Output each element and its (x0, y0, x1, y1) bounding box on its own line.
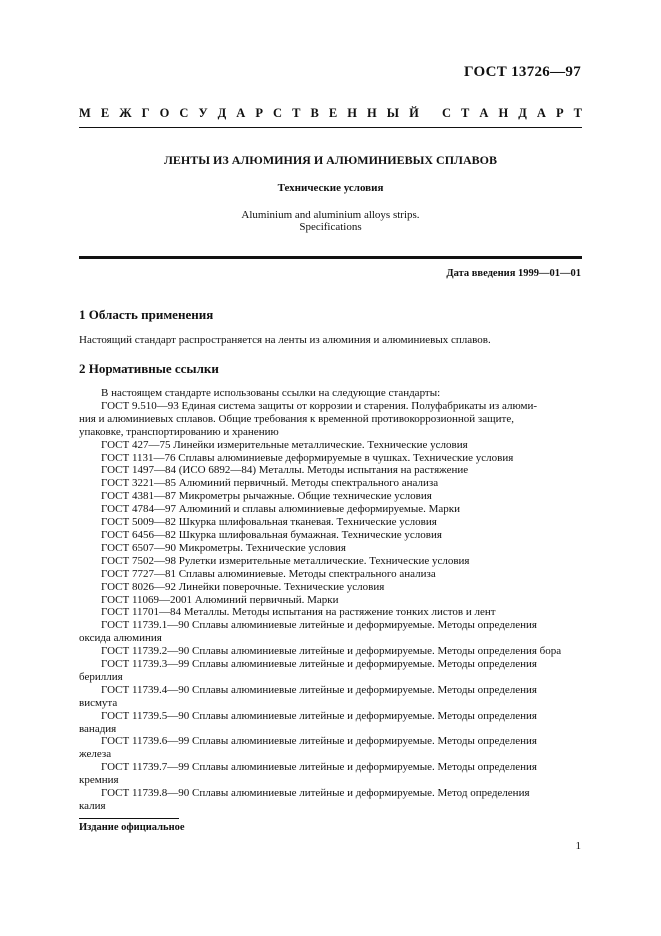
banner-letter (429, 106, 432, 121)
reference-continuation: ния и алюминиевых сплавов. Общие требования к временной противокоррозионной защите, (79, 412, 514, 425)
reference-continuation: упаковке, транспортированию и хранению (79, 425, 279, 438)
page-number: 1 (575, 840, 581, 852)
banner-letter: Ы (386, 106, 400, 120)
banner-letter: Г (141, 106, 150, 120)
banner-letter: Ж (119, 106, 132, 120)
reference-item: ГОСТ 9.510—93 Единая система защиты от коррозии и старения. Полуфабрикаты из алюми- (101, 399, 538, 412)
banner-letter: О (159, 106, 170, 120)
reference-item: ГОСТ 7502—98 Рулетки измерительные металлические. Технические условия (101, 554, 470, 567)
english-title-line: Specifications (299, 221, 362, 233)
interstate-standard-banner (79, 106, 582, 121)
banner-letter: В (310, 106, 319, 120)
english-title-line: Aluminium and aluminium alloys strips. (241, 209, 420, 221)
banner-letter: Н (366, 106, 377, 120)
reference-item: ГОСТ 11739.8—90 Сплавы алюминиевые литейные и деформируемые. Метод определения (101, 787, 530, 800)
banner-letter: Е (328, 106, 338, 120)
reference-item: ГОСТ 11739.2—90 Сплавы алюминиевые литейные и деформируемые. Методы определения бора (101, 645, 562, 658)
banner-letter: М (79, 106, 91, 120)
banner-letter: Н (498, 106, 509, 120)
reference-item: ГОСТ 1497—84 (ИСО 6892—84) Металлы. Методы испытания на растяжение (101, 464, 469, 477)
banner-letter: С (441, 106, 452, 120)
banner-letter: А (479, 106, 489, 120)
reference-item: ГОСТ 4784—97 Алюминий и сплавы алюминиевые деформируемые. Марки (101, 503, 460, 516)
reference-item: ГОСТ 11739.6—99 Сплавы алюминиевые литейные и деформируемые. Методы определения (101, 735, 537, 748)
footer-rule (79, 818, 179, 819)
reference-continuation: ванадия (79, 722, 117, 735)
banner-letter: Т (292, 106, 301, 120)
reference-item: ГОСТ 11739.4—90 Сплавы алюминиевые литейные и деформируемые. Методы определения (101, 683, 537, 696)
section-1-text: Настоящий стандарт распространяется на ленты из алюминия и алюминиевых сплавов. (79, 334, 491, 346)
reference-item: ГОСТ 8026—92 Линейки поверочные. Технические условия (101, 580, 385, 593)
section-2-heading: 2 Нормативные ссылки (79, 361, 219, 376)
banner-letter: С (273, 106, 283, 120)
banner-letter: С (179, 106, 189, 120)
banner-letter: Т (461, 106, 470, 120)
reference-item: ГОСТ 3221—85 Алюминий первичный. Методы спектрального анализа (101, 477, 439, 490)
reference-item: ГОСТ 4381—87 Микрометры рычажные. Общие технические условия (101, 490, 432, 503)
normative-references (79, 387, 582, 813)
reference-item: ГОСТ 6456—82 Шкурка шлифовальная бумажная. Технические условия (101, 528, 442, 541)
reference-item: ГОСТ 7727—81 Сплавы алюминиевые. Методы спектрального анализа (101, 567, 436, 580)
reference-item: ГОСТ 11739.5—90 Сплавы алюминиевые литейные и деформируемые. Методы определения (101, 709, 537, 722)
banner-letter: Т (573, 106, 582, 120)
banner-letter: А (536, 106, 546, 120)
reference-continuation: висмута (79, 696, 118, 709)
title-rule (79, 256, 582, 259)
banner-letter: Р (555, 106, 564, 120)
banner-letter: Д (217, 106, 227, 120)
reference-item: ГОСТ 11701—84 Металлы. Методы испытания на растяжение тонких листов и лент (101, 606, 496, 619)
reference-continuation: оксида алюминия (79, 632, 162, 645)
document-subtitle: Технические условия (277, 182, 384, 194)
reference-item: ГОСТ 427—75 Линейки измерительные металлические. Технические условия (101, 438, 468, 451)
reference-continuation: калия (79, 800, 106, 812)
reference-continuation: железа (79, 748, 112, 761)
banner-letter: А (236, 106, 246, 120)
reference-item: ГОСТ 11739.1—90 Сплавы алюминиевые литейные и деформируемые. Методы определения (101, 619, 537, 632)
reference-item: ГОСТ 11069—2001 Алюминий первичный. Марки (101, 593, 339, 606)
english-title (79, 209, 582, 233)
banner-letter: Р (255, 106, 263, 120)
document-title: ЛЕНТЫ ИЗ АЛЮМИНИЯ И АЛЮМИНИЕВЫХ СПЛАВОВ (163, 153, 498, 167)
reference-continuation: бериллия (79, 670, 123, 683)
reference-item: ГОСТ 11739.7—99 Сплавы алюминиевые литейные и деформируемые. Методы определения (101, 761, 537, 774)
banner-letter: Н (347, 106, 357, 120)
reference-continuation: кремния (79, 774, 119, 787)
section-1-heading: 1 Область применения (79, 307, 214, 322)
reference-item: ГОСТ 11739.3—99 Сплавы алюминиевые литейные и деформируемые. Методы определения (101, 658, 537, 671)
introduction-date: Дата введения 1999—01—01 (446, 268, 581, 279)
reference-item: ГОСТ 5009—82 Шкурка шлифовальная тканевая. Технические условия (101, 516, 437, 529)
reference-item: ГОСТ 6507—90 Микрометры. Технические условия (101, 541, 346, 554)
header-rule (79, 127, 582, 128)
reference-item: ГОСТ 1131—76 Сплавы алюминиевые деформируемые в чушках. Технические условия (101, 451, 514, 464)
banner-letter: У (198, 106, 208, 120)
gost-code: ГОСТ 13726—97 (463, 64, 581, 80)
banner-letter: Д (518, 106, 527, 120)
edition-label: Издание официальное (79, 822, 185, 833)
banner-letter: Е (100, 106, 110, 120)
references-intro: В настоящем стандарте использованы ссылки на следующие стандарты: (101, 387, 441, 399)
banner-letter: Й (409, 106, 419, 120)
